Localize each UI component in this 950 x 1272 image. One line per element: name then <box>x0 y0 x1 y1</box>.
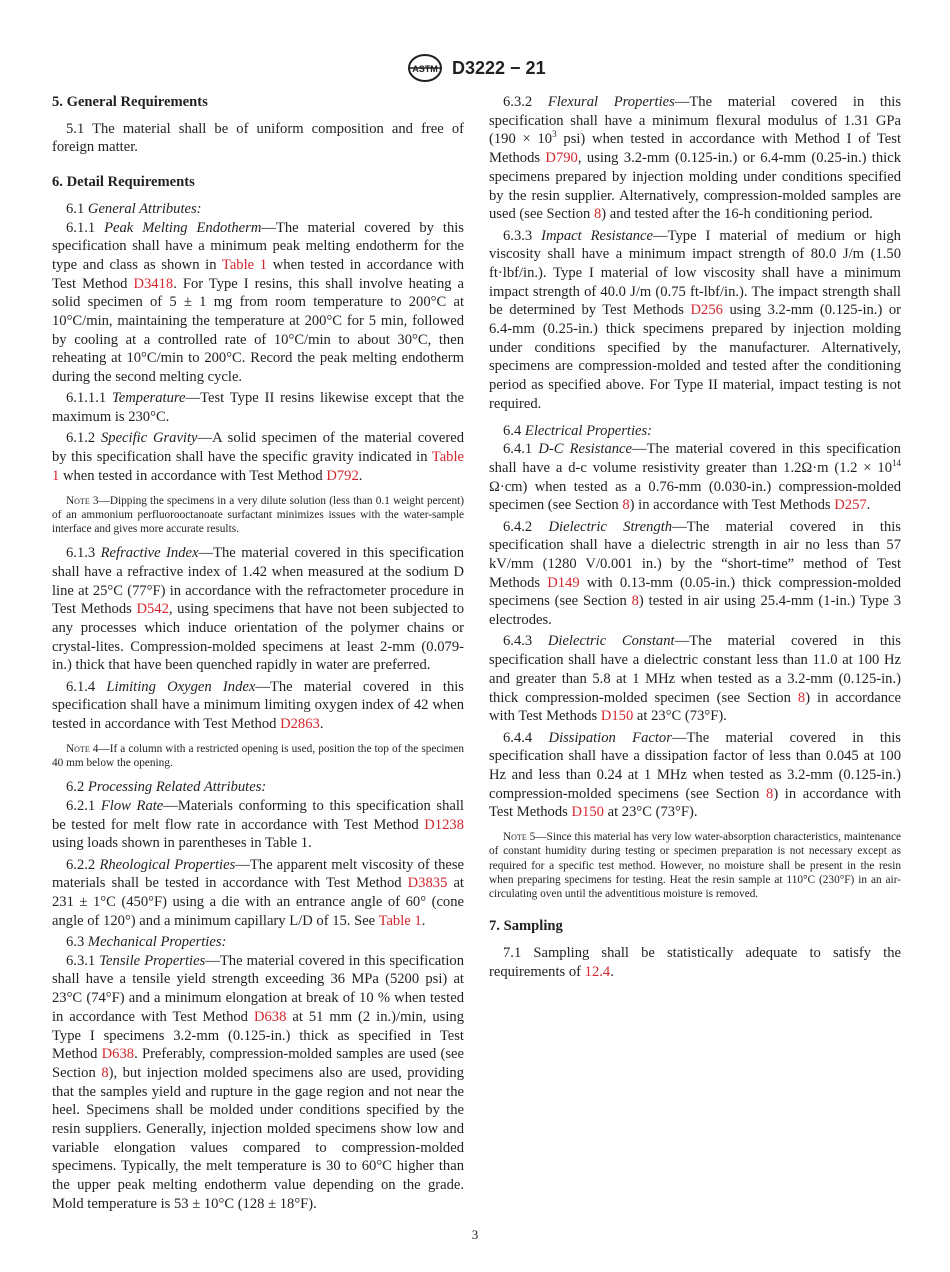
link-table-1[interactable]: Table 1 <box>378 912 422 929</box>
para-6-3: 6.3 Mechanical Properties: <box>66 934 227 950</box>
para-6-4-3: 6.4.3 Dielectric Constant—The material covered in this specification shall have a dielectric constant less than 11.0 at 100 Hz and greater than 5.8 at 1 MHz when tested as a 3.2-mm (0.125-in.) thick compression-molded specimen (see Section 8) in accordance with Test Methods D150 at 23°C (73°F). <box>489 633 902 725</box>
para-6-1-1-1: 6.1.1.1 Temperature—Test Type II resins likewise except that the maximum is 230°C. <box>52 390 464 426</box>
link-d3418[interactable]: D3418 <box>133 275 174 292</box>
link-d542[interactable]: D542 <box>136 601 169 618</box>
para-6-3-1: 6.3.1 Tensile Properties—The material covered in this specification shall have a tensile yield strength exceeding 36 MPa (5200 psi) at 23°C (74°F) and a minimum elongation at break of 10 % when tested in accordance with Test Method D638 at 51 mm (2 in.)/min, using Type I specimens 3.2-mm (0.125-in.) thick as specified in Test Method D638. Preferably, compression-molded samples are used (see Section 8), but injection molded specimens also are used, providing that the samples yield and rupture in the gage region and not near the heel. Specimens shall be molded under conditions specified by the resin suppliers. Generally, injection molded specimens show low and variable elongation values compared to compression-molded specimens. Typically, the melt temperature is 30 to 60°C higher than the upper peak melting endotherm value depending on the grade. Mold temperature is 53 ± 10°C (128 ± 18°F). <box>52 952 465 1212</box>
para-6-4-4: 6.4.4 Dissipation Factor—The material covered in this specification shall have a dissipation factor of less than 0.045 at 100 Hz and less than 0.24 at 1 MHz when tested as 3.2-mm (0.125-in.) compression-molded specimens (see Section 8) in accordance with Test Methods D150 at 23°C (73°F). <box>489 729 901 821</box>
section-6-heading: 6. Detail Requirements <box>52 174 195 191</box>
link-section-8[interactable]: 8 <box>593 206 602 223</box>
link-d3835[interactable]: D3835 <box>407 875 448 892</box>
link-d638[interactable]: D638 <box>253 1008 287 1025</box>
para-6-1: 6.1 General Attributes: <box>66 200 202 217</box>
note-3: Note 3—Dipping the specimens in a very dilute solution (less than 0.1 weight percent) of an ammonium perfluorooctanoate surfactant minimizes issues with the water-sample interface and gives more accurate results. <box>52 494 464 535</box>
para-6-1-4: 6.1.4 Limiting Oxygen Index—The material covered in this specification shall have a minimum limiting oxygen index of 42 when tested in accordance with Test Method D2863. <box>52 678 464 733</box>
link-section-8[interactable]: 8 <box>631 593 639 610</box>
link-section-8[interactable]: 8 <box>797 689 806 706</box>
para-5-1: 5.1 The material shall be of uniform composition and free of foreign matter. <box>52 120 464 156</box>
link-d256[interactable]: D256 <box>690 302 723 319</box>
para-6-3-3: 6.3.3 Impact Resistance—Type I material of medium or high viscosity shall have a minimum impact strength of 80.0 J/m (1.50 ft·lbf/in.). Type I material of low viscosity shall have a minimum impact strength of 40.0 J/m (0.75 ft-lbf/in.). The impact strength shall be determined by Test Methods D256 using 3.2-mm (0.125-in.) or 6.4-mm (0.25-in.) thick specimens prepared by injection molding under conditions specified by the manufacturer. Alternatively, specimens are compression-molded and tested after the conditioning period as specified above. For Type II material, impact testing is not required. <box>489 227 901 412</box>
page-number: 3 <box>471 1227 479 1242</box>
para-6-1-3: 6.1.3 Refractive Index—The material covered in this specification shall have a refractive index of 1.42 when measured at the sodium D line at 25°C (77°F) in accordance with the refractometer procedure in Test Methods D542, using specimens that have not been subjected to any processes which induce orientation of the polymer chains or crystal-lites. Compression-molded specimens at least 2-mm (0.079-in.) thick that have been quenched rapidly in water are preferred. <box>52 545 464 674</box>
para-6-2-2: 6.2.2 Rheological Properties—The apparent melt viscosity of these materials shall be tested in accordance with Test Method D3835 at 231 ± 1°C (450°F) using a die with an entrance angle of 60° (cone angle of 120°) and a minimum capillary L/D of 15. See Table 1. <box>52 856 465 929</box>
link-d792[interactable]: D792 <box>326 467 359 484</box>
para-6-4: 6.4 Electrical Properties: <box>503 422 653 439</box>
page-header <box>0 50 950 86</box>
para-6-4-1: 6.4.1 D-C Resistance—The material covered in this specification shall have a d-c volume resistivity greater than 1.2Ω·m ($1.2 \times 10^{14}$ Ω·cm) when tested as a 0.76-mm (0.030-in.) compression-molded specimen (see Section 8) in accordance with Test Methods D257. <box>489 441 901 514</box>
link-table-1[interactable]: Table 1 <box>52 449 464 484</box>
para-6-4-2: 6.4.2 Dielectric Strength—The material covered in this specification shall have a dielectric strength in air no less than 57 kV/mm (1280 V/0.001 in.) by the “short-time” method of Test Methods D149 with 0.13-mm (0.05-in.) thick compression-molded specimens (see Section 8) tested in air using 25.4-mm (1-in.) Type 3 electrodes. <box>489 518 901 629</box>
link-d638[interactable]: D638 <box>101 1046 135 1063</box>
para-6-2-1: 6.2.1 Flow Rate—Materials conforming to this specification shall be tested for melt flow rate in accordance with Test Method D1238 using loads shown in parentheses in Table 1. <box>52 797 464 852</box>
document-number: D3222 − 21 <box>452 58 546 78</box>
para-6-1-2: 6.1.2 Specific Gravity—A solid specimen of the material covered by this specification shall have the specific gravity indicated in Table 1 when tested in accordance with Test Method D792. <box>52 430 465 484</box>
link-d1238[interactable]: D1238 <box>424 816 464 833</box>
link-section-8[interactable]: 8 <box>766 785 774 802</box>
link-d257[interactable]: D257 <box>834 497 867 514</box>
para-6-2: 6.2 Processing Related Attributes: <box>66 779 267 796</box>
astm-logo-icon <box>407 52 443 84</box>
left-column <box>52 93 464 1214</box>
para-6-1-1: 6.1.1 Peak Melting Endotherm—The material covered by this specification shall have a minimum peak melting endotherm for the type and class as shown in Table 1 when tested in accordance with Test Method D3418. For Type I resins, this shall involve heating a solid specimen of 5 ± 1 mg from room temperature to 200°C at 10°C/min, maintaining the temperature at 200°C for 5 min, followed by cooling at a controlled rate of 10°C/min to about 30°C, then reheating at 10°C/min to 200°C. Record the peak melting endotherm during the second melting cycle. <box>52 219 465 386</box>
note-5: Note 5—Since this material has very low water-absorption characteristics, maintenance of constant humidity during testing or specimen preparation is not necessary except as required for a specific test method. However, no moisture shall be present in the resin when preparing specimens for testing. Heat the resin sample at 110°C (230°F) in an air-circulating oven until the adventitious moisture is removed. <box>489 831 901 900</box>
para-6-3-2: 6.3.2 Flexural Properties—The material covered in this specification shall have a minimum flexural modulus of 1.31 GPa ($190 \times 10^3$ psi) when tested in accordance with Method I of Test Methods D790, using 3.2-mm (0.125-in.) or 6.4-mm (0.25-in.) thick specimens prepared by injection molding under conditions specified by the resin supplier. Alternatively, compression-molded samples are used (see Section 8) and tested after the 16-h conditioning period. <box>489 94 902 223</box>
link-d150[interactable]: D150 <box>571 804 604 821</box>
section-7-heading: 7. Sampling <box>489 918 563 935</box>
link-d150[interactable]: D150 <box>600 708 634 725</box>
right-column <box>489 93 901 981</box>
link-table-1[interactable]: Table 1 <box>221 256 268 273</box>
section-5-heading: 5. General Requirements <box>52 94 208 110</box>
link-section-8[interactable]: 8 <box>622 497 630 514</box>
link-d2863[interactable]: D2863 <box>280 716 320 733</box>
link-d149[interactable]: D149 <box>547 574 580 591</box>
link-d790[interactable]: D790 <box>545 150 578 167</box>
svg-text:ASTM: ASTM <box>412 64 438 74</box>
link-section-8[interactable]: 8 <box>101 1064 109 1081</box>
para-7-1: 7.1 Sampling shall be statistically adequate to satisfy the requirements of 12.4. <box>489 944 901 980</box>
link-12-4[interactable]: 12.4 <box>584 963 611 980</box>
note-4: Note 4—If a column with a restricted opening is used, position the top of the specimen 40 mm below the opening. <box>52 742 464 769</box>
